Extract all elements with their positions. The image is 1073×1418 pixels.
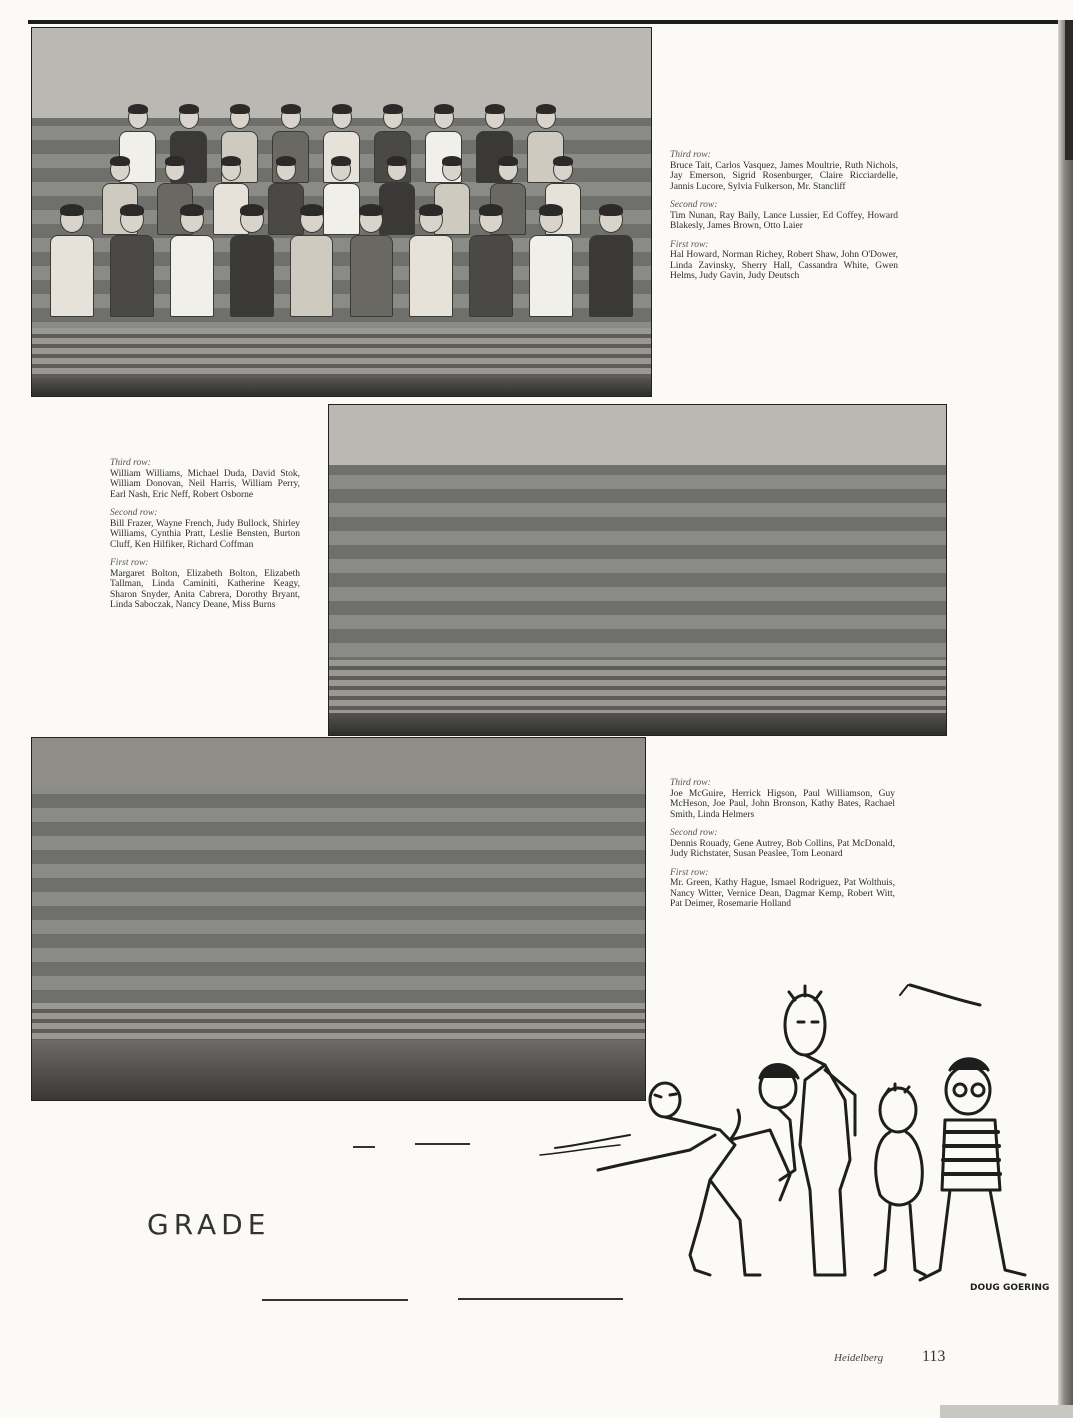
caption-label: First row: (110, 558, 149, 568)
page-bottom-edge (940, 1405, 1073, 1418)
photo-figure (110, 206, 154, 317)
caption-names: Hal Howard, Norman Richey, Robert Shaw, John O'Dower, Linda Zavinsky, Sherry Hall, Cassandra White, Gwen Helms, Judy Gavin, Judy Deutsch (670, 250, 898, 281)
photo-row-front (32, 206, 651, 317)
page-top-rule (28, 20, 1068, 24)
class-photo-2 (328, 404, 947, 736)
caption-names: Dennis Rouady, Gene Autrey, Bob Collins, Pat McDonald, Judy Richstater, Susan Peaslee, Tom Leonard (670, 838, 895, 859)
photo-figure (50, 206, 94, 317)
caption-label: First row: (670, 239, 709, 250)
caption-names: Bill Frazer, Wayne French, Judy Bullock, Shirley Williams, Cynthia Pratt, Leslie Bensten, Burton Cluff, Ken Hilfiker, Richard Coffman (110, 518, 300, 550)
caption-label: Third row: (110, 458, 151, 468)
cartoon-signature: DOUG GOERING (970, 1283, 1050, 1293)
caption-label: Second row: (110, 508, 158, 518)
page-binding-edge (1058, 20, 1073, 1418)
caption-names: Tim Nunan, Ray Baily, Lance Lussier, Ed Coffey, Howard Blakesly, James Brown, Otto Laier (670, 210, 898, 231)
heading-dash (415, 1143, 470, 1145)
photo-figure (170, 206, 214, 317)
caption-label: Second row: (670, 828, 718, 838)
caption-label: Second row: (670, 200, 718, 210)
caption-names: Bruce Tait, Carlos Vasquez, James Moultrie, Ruth Nichols, Jay Emerson, Sigrid Rosenburger, Claire Ricciardelle, Jannis Lucore, Sylvia Fulkerson, Mr. Stancliff (670, 160, 898, 192)
photo-2-caption (110, 458, 300, 611)
caption-names: William Williams, Michael Duda, David Stok, William Donovan, Neil Harris, William Perry, Earl Nash, Eric Neff, Robert Osborne (110, 468, 300, 500)
caption-names: Joe McGuire, Herrick Higson, Paul Williamson, Guy McHeson, Joe Paul, John Bronson, Kathy Bates, Rachael Smith, Linda Helmers (670, 788, 895, 820)
page-heading: GRADE (147, 1208, 271, 1241)
heading-dash (353, 1146, 375, 1148)
footer-publication: Heidelberg (834, 1352, 884, 1364)
photo-figure (350, 206, 394, 317)
class-photo-1 (31, 27, 652, 397)
photo-figure (589, 206, 633, 317)
page-number: 113 (922, 1348, 946, 1365)
photo-figure (290, 206, 334, 317)
caption-names: Margaret Bolton, Elizabeth Bolton, Elizabeth Tallman, Linda Caminiti, Katherine Keagy, Sharon Snyder, Anita Cabrera, Dorothy Bryant, Linda Saboczak, Nancy Deane, Miss Burns (110, 568, 300, 610)
caption-names: Mr. Green, Kathy Hague, Ismael Rodriguez, Pat Wolthuis, Nancy Witter, Vernice Dean, Dagmar Kemp, Robert Witt, Pat Deimer, Rosemarie Holland (670, 878, 895, 909)
caption-label: First row: (670, 867, 709, 878)
photo-3-caption (670, 778, 895, 910)
photo-figure (409, 206, 453, 317)
caption-label: Third row: (670, 778, 711, 788)
photo-1-caption (670, 150, 898, 282)
cartoon-illustration (480, 970, 1060, 1310)
photo-figure (529, 206, 573, 317)
caption-label: Third row: (670, 150, 711, 160)
photo-figure (230, 206, 274, 317)
photo-figure (469, 206, 513, 317)
heading-dash (262, 1299, 408, 1301)
